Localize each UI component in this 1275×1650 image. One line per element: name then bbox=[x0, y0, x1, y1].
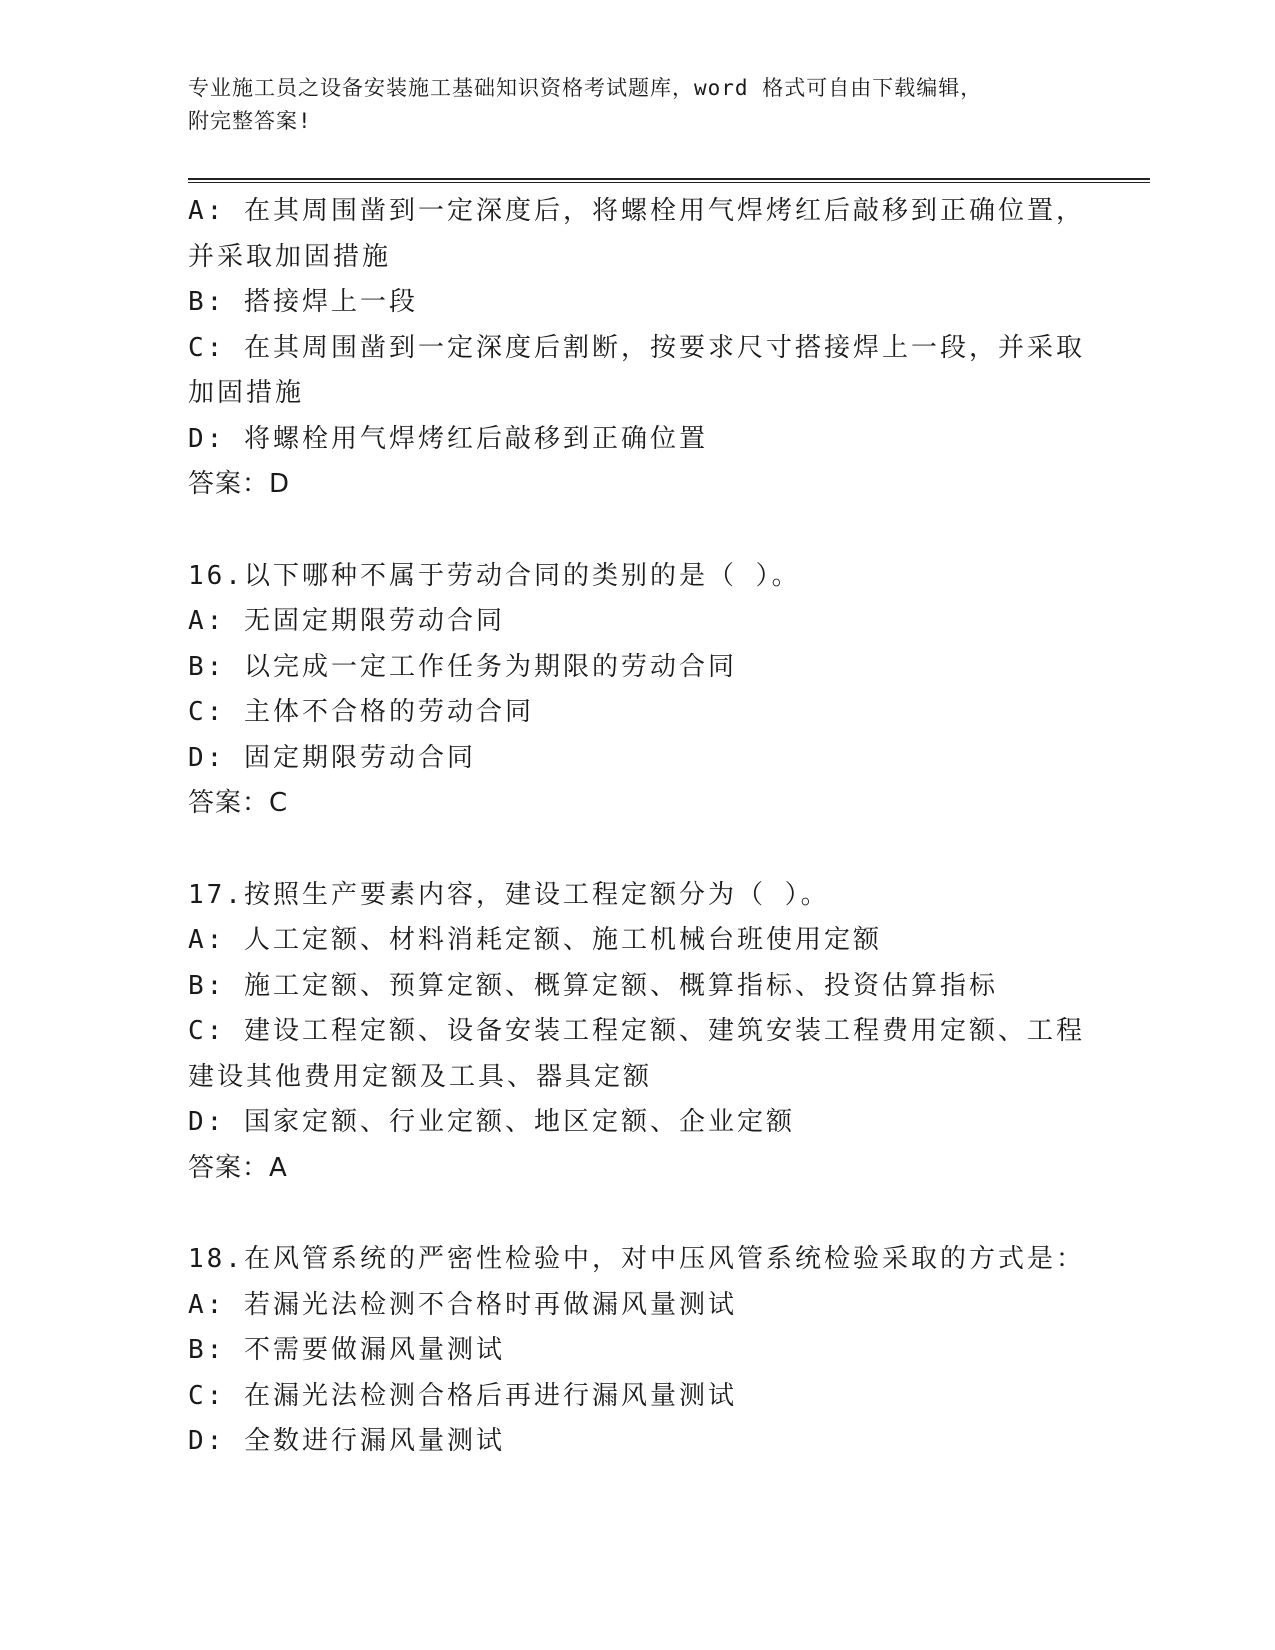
spacer bbox=[188, 508, 1088, 554]
option-c: C: 主体不合格的劳动合同 bbox=[188, 697, 534, 727]
option-c-continued: 建设其他费用定额及工具、器具定额 bbox=[188, 1061, 653, 1092]
option-d: D: 将螺栓用气焊烤红后敲移到正确位置 bbox=[188, 423, 708, 454]
option-b: B: 施工定额、预算定额、概算定额、概算指标、投资估算指标 bbox=[188, 970, 998, 1001]
option-b: B: 搭接焊上一段 bbox=[188, 287, 418, 317]
option-a: A: 无固定期限劳动合同 bbox=[188, 606, 505, 636]
question-15-block bbox=[188, 189, 1088, 508]
question-text: 18.在风管系统的严密性检验中，对中压风管系统检验采取的方式是： bbox=[188, 1244, 1085, 1274]
question-18-block bbox=[188, 1237, 1088, 1465]
answer-line: 答案：C bbox=[188, 788, 289, 818]
option-a: A: 在其周围凿到一定深度后，将螺栓用气焊烤红后敲移到正确位置， bbox=[188, 196, 1085, 226]
question-text: 16.以下哪种不属于劳动合同的类别的是（ ）。 bbox=[188, 560, 801, 591]
option-c: C: 在漏光法检测合格后再进行漏风量测试 bbox=[188, 1380, 737, 1411]
spacer bbox=[188, 1191, 1088, 1237]
option-a-continued: 并采取加固措施 bbox=[188, 241, 392, 272]
document-header bbox=[188, 72, 1088, 138]
header-line-2: 附完整答案! bbox=[188, 109, 312, 133]
option-d: D: 固定期限劳动合同 bbox=[188, 742, 476, 773]
option-a: A: 若漏光法检测不合格时再做漏风量测试 bbox=[188, 1289, 737, 1320]
option-b: B: 不需要做漏风量测试 bbox=[188, 1335, 505, 1365]
option-b: B: 以完成一定工作任务为期限的劳动合同 bbox=[188, 651, 737, 682]
header-divider bbox=[188, 178, 1150, 183]
header-line-1: 专业施工员之设备安装施工基础知识资格考试题库，word 格式可自由下载编辑， bbox=[188, 76, 983, 100]
option-a: A: 人工定额、材料消耗定额、施工机械台班使用定额 bbox=[188, 925, 882, 955]
answer-line: 答案：A bbox=[188, 1152, 288, 1183]
option-c-continued: 加固措施 bbox=[188, 378, 305, 408]
question-17-block bbox=[188, 873, 1088, 1192]
question-text: 17.按照生产要素内容，建设工程定额分为（ ）。 bbox=[188, 879, 830, 910]
option-d: D: 国家定额、行业定额、地区定额、企业定额 bbox=[188, 1107, 795, 1137]
question-16-block bbox=[188, 554, 1088, 827]
option-d: D: 全数进行漏风量测试 bbox=[188, 1426, 505, 1456]
option-c: C: 建设工程定额、设备安装工程定额、建筑安装工程费用定额、工程 bbox=[188, 1016, 1085, 1046]
spacer bbox=[188, 827, 1088, 873]
question-list bbox=[188, 189, 1088, 1465]
answer-line: 答案：D bbox=[188, 469, 291, 499]
option-c: C: 在其周围凿到一定深度后割断，按要求尺寸搭接焊上一段，并采取 bbox=[188, 332, 1085, 363]
